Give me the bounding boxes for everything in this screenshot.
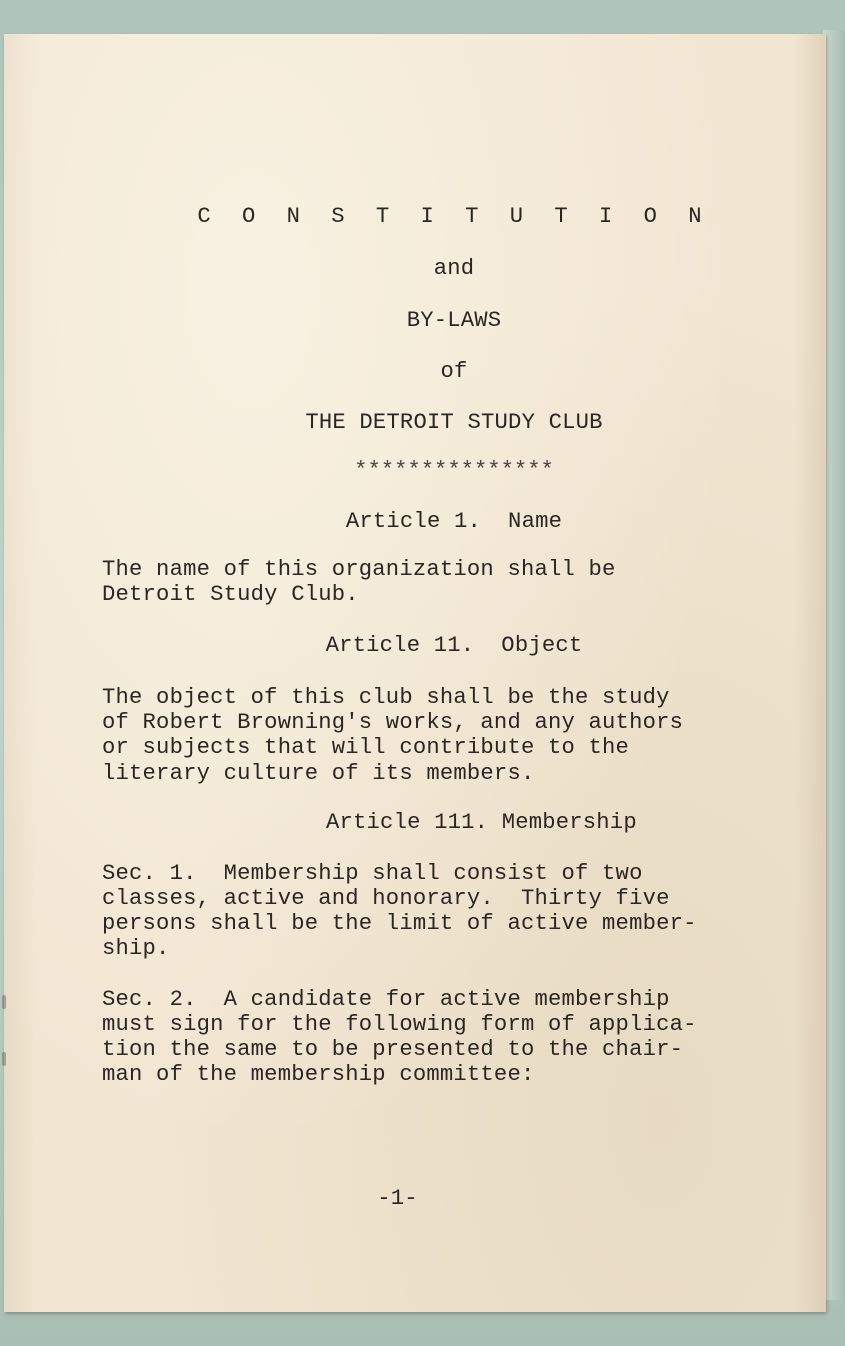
paragraph-line: man of the membership committee: bbox=[102, 1062, 535, 1087]
paragraph-line: tion the same to be presented to the chair- bbox=[102, 1037, 684, 1062]
document-title: C O N S T I T U T I O N bbox=[197, 204, 711, 229]
paragraph-line: of Robert Browning's works, and any authors bbox=[102, 710, 684, 735]
paragraph-line: Detroit Study Club. bbox=[102, 582, 359, 607]
article2-heading: Article 11. Object bbox=[325, 633, 583, 658]
paragraph-line: Sec. 2. A candidate for active membership bbox=[102, 987, 670, 1012]
paragraph-line: The object of this club shall be the study bbox=[102, 685, 670, 710]
paragraph-line: must sign for the following form of applica- bbox=[102, 1012, 697, 1037]
separator: *************** bbox=[354, 458, 554, 483]
paragraph-line: ship. bbox=[102, 936, 170, 961]
paragraph-line: The name of this organization shall be bbox=[102, 557, 616, 582]
page-number: -1- bbox=[377, 1186, 418, 1211]
club-name: THE DETROIT STUDY CLUB bbox=[305, 410, 603, 435]
paragraph-line: Sec. 1. Membership shall consist of two bbox=[102, 861, 643, 886]
article3-heading: Article 111. Membership bbox=[326, 810, 637, 835]
binding-mark bbox=[2, 1052, 6, 1066]
paragraph-line: persons shall be the limit of active member- bbox=[102, 911, 697, 936]
document-subtitle: BY-LAWS bbox=[406, 308, 502, 333]
paragraph-line: literary culture of its members. bbox=[102, 761, 535, 786]
paragraph-line: classes, active and honorary. Thirty five bbox=[102, 886, 670, 911]
article1-heading: Article 1. Name bbox=[345, 509, 563, 534]
title-connector-and: and bbox=[433, 256, 475, 281]
title-connector-of: of bbox=[440, 359, 468, 384]
binding-mark bbox=[2, 995, 6, 1009]
document-page bbox=[4, 34, 826, 1312]
document-body bbox=[4, 34, 826, 1312]
paragraph-line: or subjects that will contribute to the bbox=[102, 735, 630, 760]
